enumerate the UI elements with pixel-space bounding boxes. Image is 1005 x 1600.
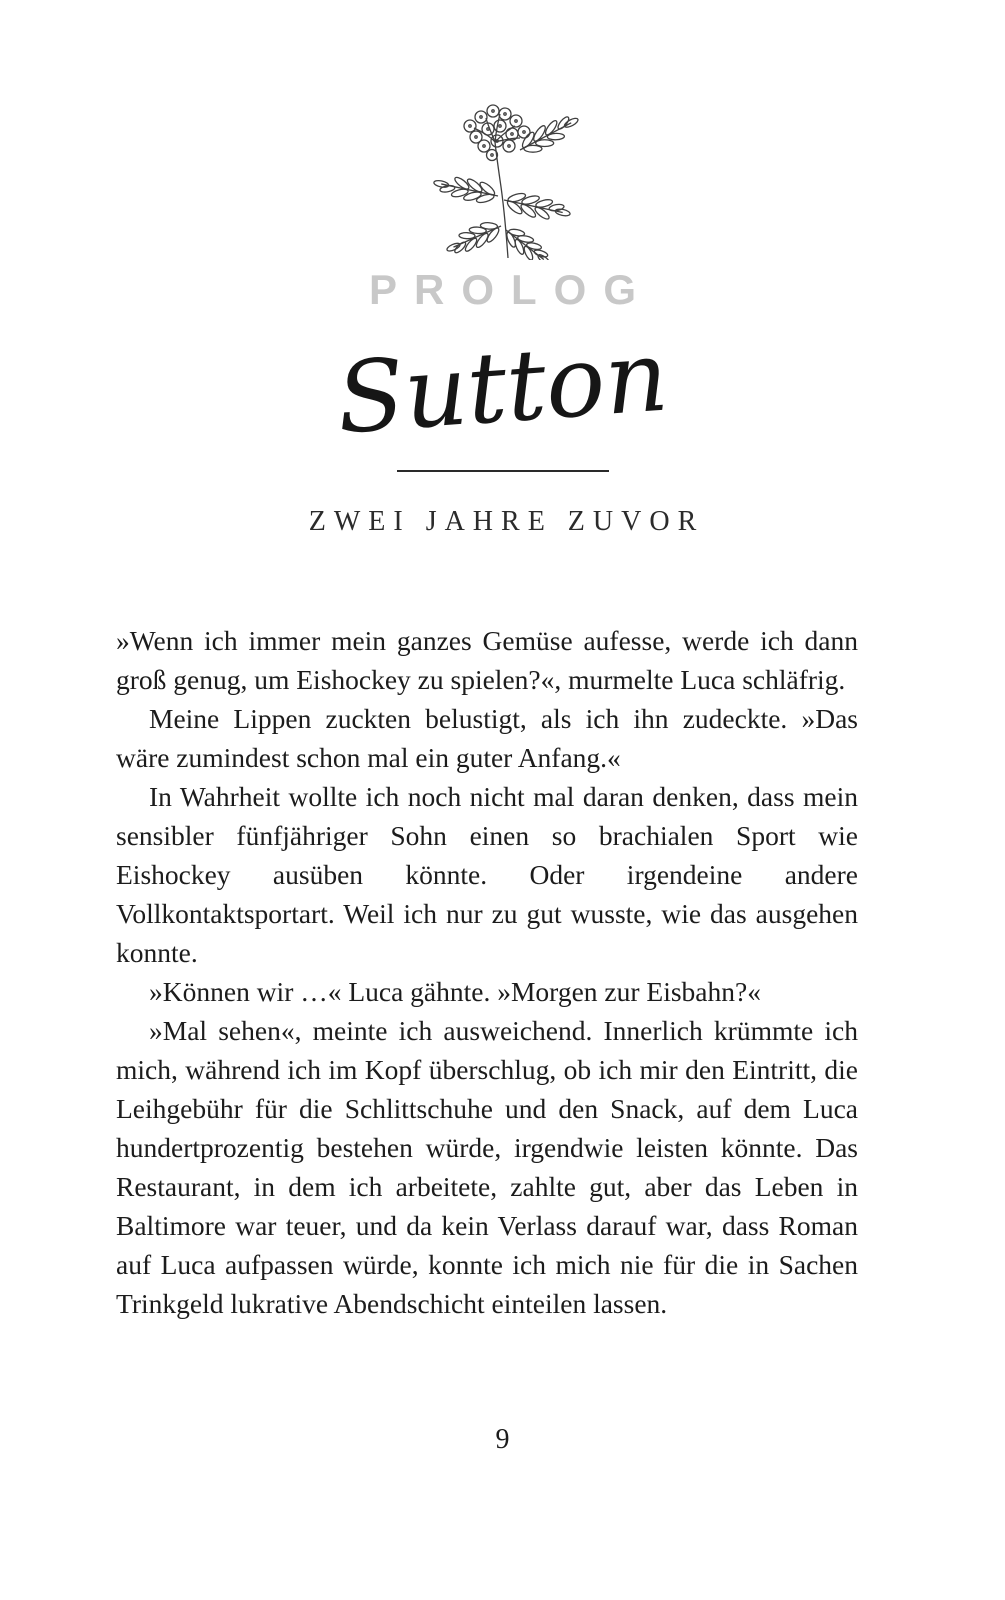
chapter-subtitle: ZWEI JAHRE ZUVOR [308,506,705,537]
berry-branch-illustration-icon [408,88,598,260]
body-text [116,621,858,1323]
leaf-lower-left [442,215,506,260]
body-paragraph: In Wahrheit wollte ich noch nicht mal daran denken, dass mein sensibler fünfjähriger Sohn einen so brachialen Sport wie Eishockey ausüben könnte. Oder irgendeine andere Vollkontaktsportart. Weil ich nur zu gut wusste, wie das ausgehen konnte. [116,781,858,968]
berry-cluster [464,105,530,161]
body-paragraph: »Können wir …« Luca gähnte. »Morgen zur Eisbahn?« [149,976,761,1007]
body-paragraph: »Mal sehen«, meinte ich ausweichend. Innerlich krümmte ich mich, während ich im Kopf überschlug, ob ich mir den Eintritt, die Leihgebühr für die Schlittschuhe und den Snack, auf dem Luca hundertprozentig bestehen würde, irgendwie leisten könnte. Das Restaurant, in dem ich arbeitete, zahlte gut, aber das Leben in Baltimore war teuer, und da kein Verlass darauf war, dass Roman auf Luca aufpassen würde, konnte ich mich nie für die in Sachen Trinkgeld lukrative Abendschicht einteilen lassen. [116,1015,858,1319]
leaf-left [431,170,500,209]
chapter-name-script: Sutton [333,319,672,457]
leaf-right [501,188,572,227]
prolog-heading: PROLOG [368,266,653,313]
page-number: 9 [495,1424,510,1455]
body-paragraph: Meine Lippen zuckten belustigt, als ich ihn zudeckte. »Das wäre zumindest schon mal ein guter Anfang.« [116,703,858,773]
divider-rule [397,470,609,472]
body-paragraph: »Wenn ich immer mein ganzes Gemüse aufesse, werde ich dann groß genug, um Eishockey zu spielen?«, murmelte Luca schläfrig. [116,625,858,695]
ornament-container [0,88,1005,260]
leaf-upper-right [514,108,584,161]
